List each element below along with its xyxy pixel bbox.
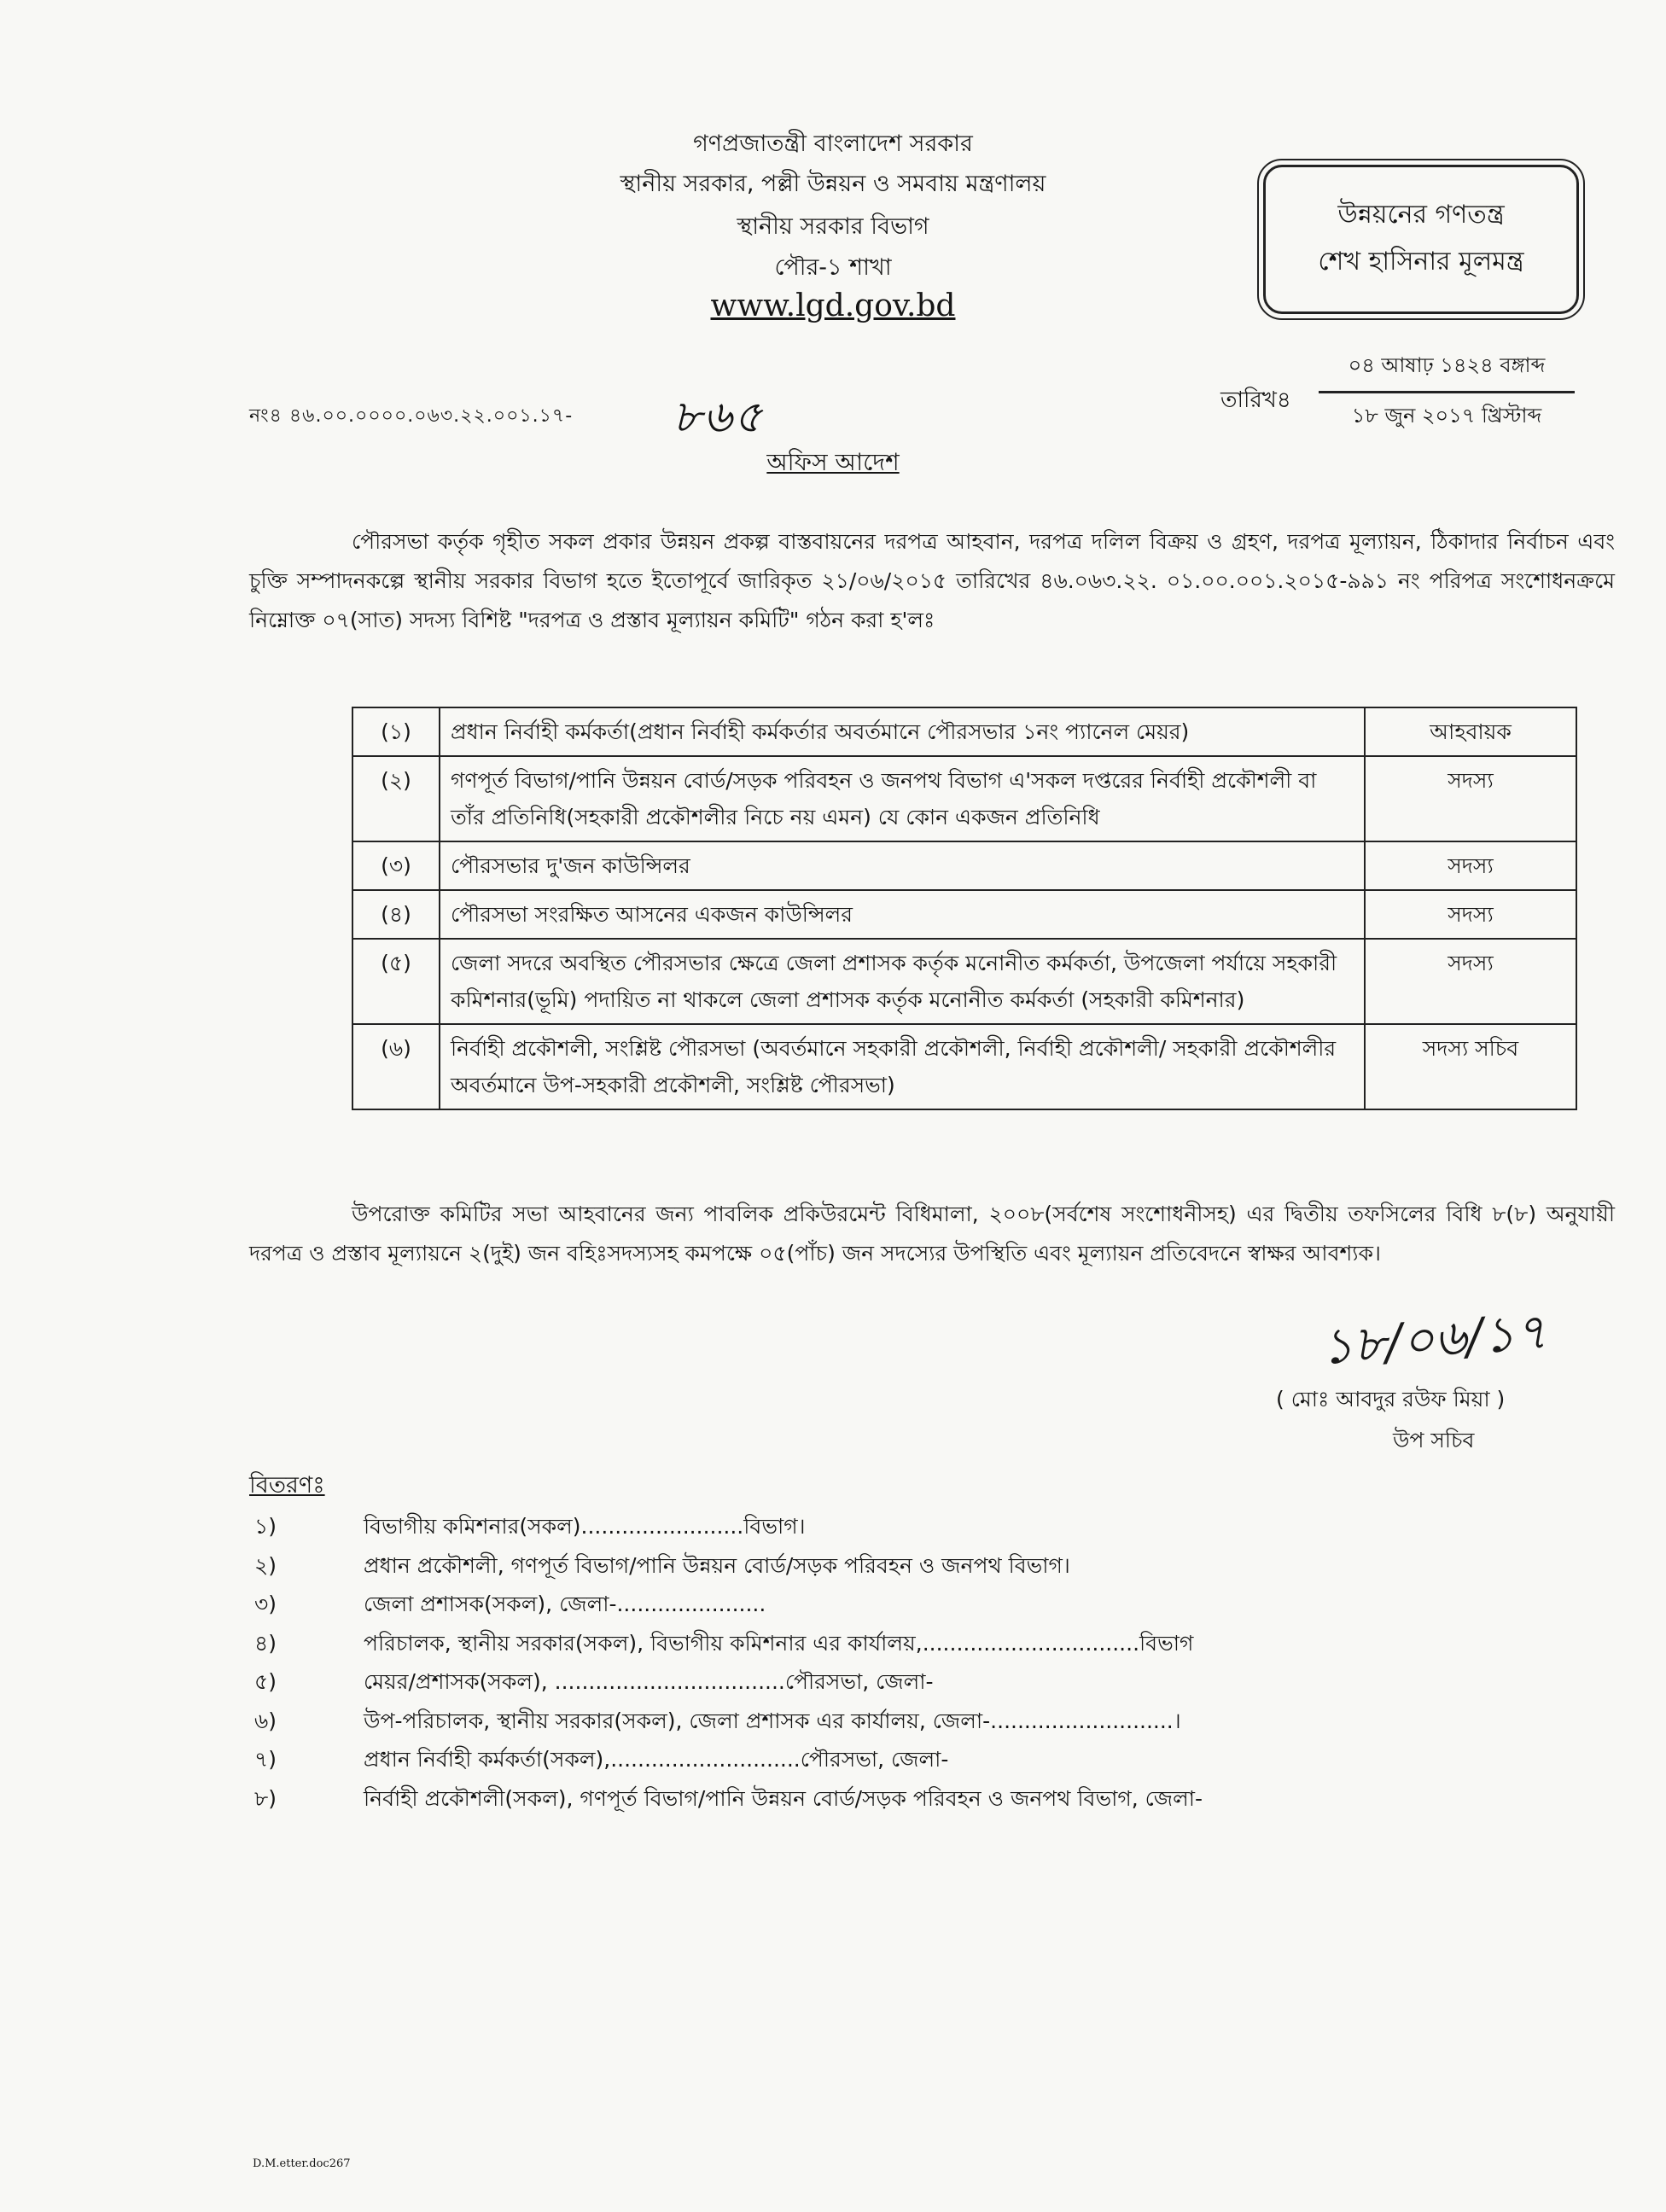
header-government: গণপ্রজাতন্ত্রী বাংলাদেশ সরকার — [693, 131, 973, 157]
distribution-item — [249, 1662, 1615, 1702]
distribution-item-number: ৮) — [254, 1785, 277, 1811]
distribution-item — [249, 1740, 1615, 1779]
committee-row-role: সদস্য সচিব — [1365, 1024, 1576, 1109]
committee-row — [352, 756, 1576, 841]
distribution-item-number: ৫) — [254, 1669, 277, 1694]
header-division: স্থানীয় সরকার বিভাগ — [737, 213, 929, 240]
distribution-item — [249, 1585, 1615, 1624]
header-website-link[interactable]: www.lgd.gov.bd — [710, 288, 956, 323]
committee-row-role: সদস্য — [1365, 841, 1576, 890]
distribution-item-text: মেয়র/প্রশাসক(সকল), ..................................পৌরসভা, জেলা- — [364, 1669, 934, 1694]
committee-row-role: সদস্য — [1365, 890, 1576, 939]
distribution-item-number: ৩) — [254, 1592, 277, 1616]
committee-row — [352, 841, 1576, 890]
committee-row-number: (৬) — [352, 1024, 440, 1109]
quorum-paragraph: উপরোক্ত কমিটির সভা আহবানের জন্য পাবলিক প্রকিউরমেন্ট বিধিমালা, ২০০৮(সর্বশেষ সংশোধনীসহ) এর দ্বিতীয় তফসিলের বিধি ৮(৮) অনুযায়ী দরপত্র ও প্রস্তাব মূল্যায়নে ২(দুই) জন বহিঃসদস্যসহ কমপক্ষে ০৫(পাঁচ) জন সদস্যের উপস্থিতি এবং মূল্যায়ন প্রতিবেদনে স্বাক্ষর আবশ্যক। — [249, 1202, 1615, 1266]
date-block — [1319, 350, 1575, 434]
date-bangla: ০৪ আষাঢ় ১৪২৪ বঙ্গাব্দ — [1319, 350, 1575, 393]
committee-row-number: (১) — [352, 707, 440, 756]
committee-row-member: গণপূর্ত বিভাগ/পানি উন্নয়ন বোর্ড/সড়ক পরিবহন ও জনপথ বিভাগ এ'সকল দপ্তরের নির্বাহী প্রকৌশলী বা তাঁর প্রতিনিধি(সহকারী প্রকৌশলীর নিচে নয় এমন) যে কোন একজন প্রতিনিধি — [440, 756, 1365, 841]
committee-row-number: (৫) — [352, 939, 440, 1024]
signer-designation: উপ সচিব — [1393, 1428, 1475, 1452]
distribution-item-number: ১) — [254, 1514, 277, 1539]
date-label: তারিখ৪ — [1220, 387, 1291, 413]
distribution-item — [249, 1507, 1615, 1546]
distribution-item — [249, 1624, 1615, 1663]
slogan-box — [1263, 165, 1579, 314]
slogan-line-2: শেখ হাসিনার মূলমন্ত্র — [1318, 247, 1524, 276]
distribution-item-text: জেলা প্রশাসক(সকল), জেলা-...................... — [364, 1592, 766, 1616]
intro-paragraph: পৌরসভা কর্তৃক গৃহীত সকল প্রকার উন্নয়ন প্রকল্প বাস্তবায়নের দরপত্র আহবান, দরপত্র দলিল বিক্রয় ও গ্রহণ, দরপত্র মূল্যায়ন, ঠিকাদার নির্বাচন এবং চুক্তি সম্পাদনকল্পে স্থানীয় সরকার বিভাগ হতে ইতোপূর্বে জারিকৃত ২১/০৬/২০১৫ তারিখের ৪৬.০৬৩.২২. ০১.০০.০০১.২০১৫-৯৯১ নং পরিপত্র সংশোধনক্রমে নিম্নোক্ত ০৭(সাত) সদস্য বিশিষ্ট "দরপত্র ও প্রস্তাব মূল্যায়ন কমিটি" গঠন করা হ'লঃ — [249, 529, 1615, 632]
slogan-line-1: উন্নয়নের গণতন্ত্র — [1337, 200, 1505, 230]
distribution-item-text: প্রধান নির্বাহী কর্মকর্তা(সকল),............................পৌরসভা, জেলা- — [364, 1747, 949, 1772]
header-ministry: স্থানীয় সরকার, পল্লী উন্নয়ন ও সমবায় মন্ত্রণালয় — [620, 171, 1046, 197]
header-branch: পৌর-১ শাখা — [774, 254, 892, 281]
memo-reference-handwritten: ৮৬৫ — [673, 392, 765, 443]
committee-row — [352, 939, 1576, 1024]
distribution-item-text: উপ-পরিচালক, স্থানীয় সরকার(সকল), জেলা প্রশাসক এর কার্যালয়, জেলা-...........................। — [364, 1708, 1181, 1733]
committee-row — [352, 707, 1576, 756]
committee-row-number: (৩) — [352, 841, 440, 890]
committee-row-member: পৌরসভা সংরক্ষিত আসনের একজন কাউন্সিলর — [440, 890, 1365, 939]
distribution-item — [249, 1702, 1615, 1741]
distribution-item-text: প্রধান প্রকৌশলী, গণপূর্ত বিভাগ/পানি উন্নয়ন বোর্ড/সড়ক পরিবহন ও জনপথ বিভাগ। — [364, 1552, 1070, 1578]
committee-row-number: (৪) — [352, 890, 440, 939]
committee-row-member: পৌরসভার দু'জন কাউন্সিলর — [440, 841, 1365, 890]
committee-row-number: (২) — [352, 756, 440, 841]
distribution-item-text: পরিচালক, স্থানীয় সরকার(সকল), বিভাগীয় কমিশনার এর কার্যালয়,................................বিভাগ — [364, 1630, 1194, 1656]
distribution-item-number: ৭) — [254, 1747, 277, 1772]
distribution-item-number: ৪) — [254, 1630, 277, 1656]
footer-file-code: D.M.etter.doc267 — [253, 2157, 351, 2170]
handwritten-signature: ১৮/০৬/১৭ — [1319, 1301, 1549, 1377]
committee-row-role: সদস্য — [1365, 939, 1576, 1024]
distribution-item — [249, 1546, 1615, 1586]
distribution-item — [249, 1779, 1615, 1819]
committee-row-member: নির্বাহী প্রকৌশলী, সংশ্লিষ্ট পৌরসভা (অবর্তমানে সহকারী প্রকৌশলী, নির্বাহী প্রকৌশলী/ সহকারী প্রকৌশলীর অবর্তমানে উপ-সহকারী প্রকৌশলী, সংশ্লিষ্ট পৌরসভা) — [440, 1024, 1365, 1109]
distribution-item-number: ২) — [254, 1552, 277, 1578]
committee-row-member: জেলা সদরে অবস্থিত পৌরসভার ক্ষেত্রে জেলা প্রশাসক কর্তৃক মনোনীত কর্মকর্তা, উপজেলা পর্যায়ে সহকারী কমিশনার(ভূমি) পদায়িত না থাকলে জেলা প্রশাসক কর্তৃক মনোনীত কর্মকর্তা (সহকারী কমিশনার) — [440, 939, 1365, 1024]
committee-row-role: সদস্য — [1365, 756, 1576, 841]
committee-row-role: আহবায়ক — [1365, 707, 1576, 756]
distribution-item-text: বিভাগীয় কমিশনার(সকল)........................বিভাগ। — [364, 1514, 806, 1539]
date-gregorian: ১৮ জুন ২০১৭ খ্রিস্টাব্দ — [1351, 404, 1542, 428]
office-order-title: অফিস আদেশ — [766, 448, 900, 476]
committee-row — [352, 1024, 1576, 1109]
memo-reference-number: নং৪ ৪৬.০০.০০০০.০৬৩.২২.০০১.১৭- — [249, 405, 574, 427]
distribution-item-text: নির্বাহী প্রকৌশলী(সকল), গণপূর্ত বিভাগ/পানি উন্নয়ন বোর্ড/সড়ক পরিবহন ও জনপথ বিভাগ, জেলা- — [364, 1785, 1203, 1811]
committee-row — [352, 890, 1576, 939]
committee-table — [352, 707, 1577, 1110]
distribution-item-number: ৬) — [254, 1708, 277, 1733]
committee-row-member: প্রধান নির্বাহী কর্মকর্তা(প্রধান নির্বাহী কর্মকর্তার অবর্তমানে পৌরসভার ১নং প্যানেল মেয়র) — [440, 707, 1365, 756]
signer-name: ( মোঃ আবদুর রউফ মিয়া ) — [1276, 1387, 1506, 1412]
distribution-list — [249, 1507, 1615, 1818]
distribution-title: বিতরণঃ — [249, 1472, 325, 1499]
